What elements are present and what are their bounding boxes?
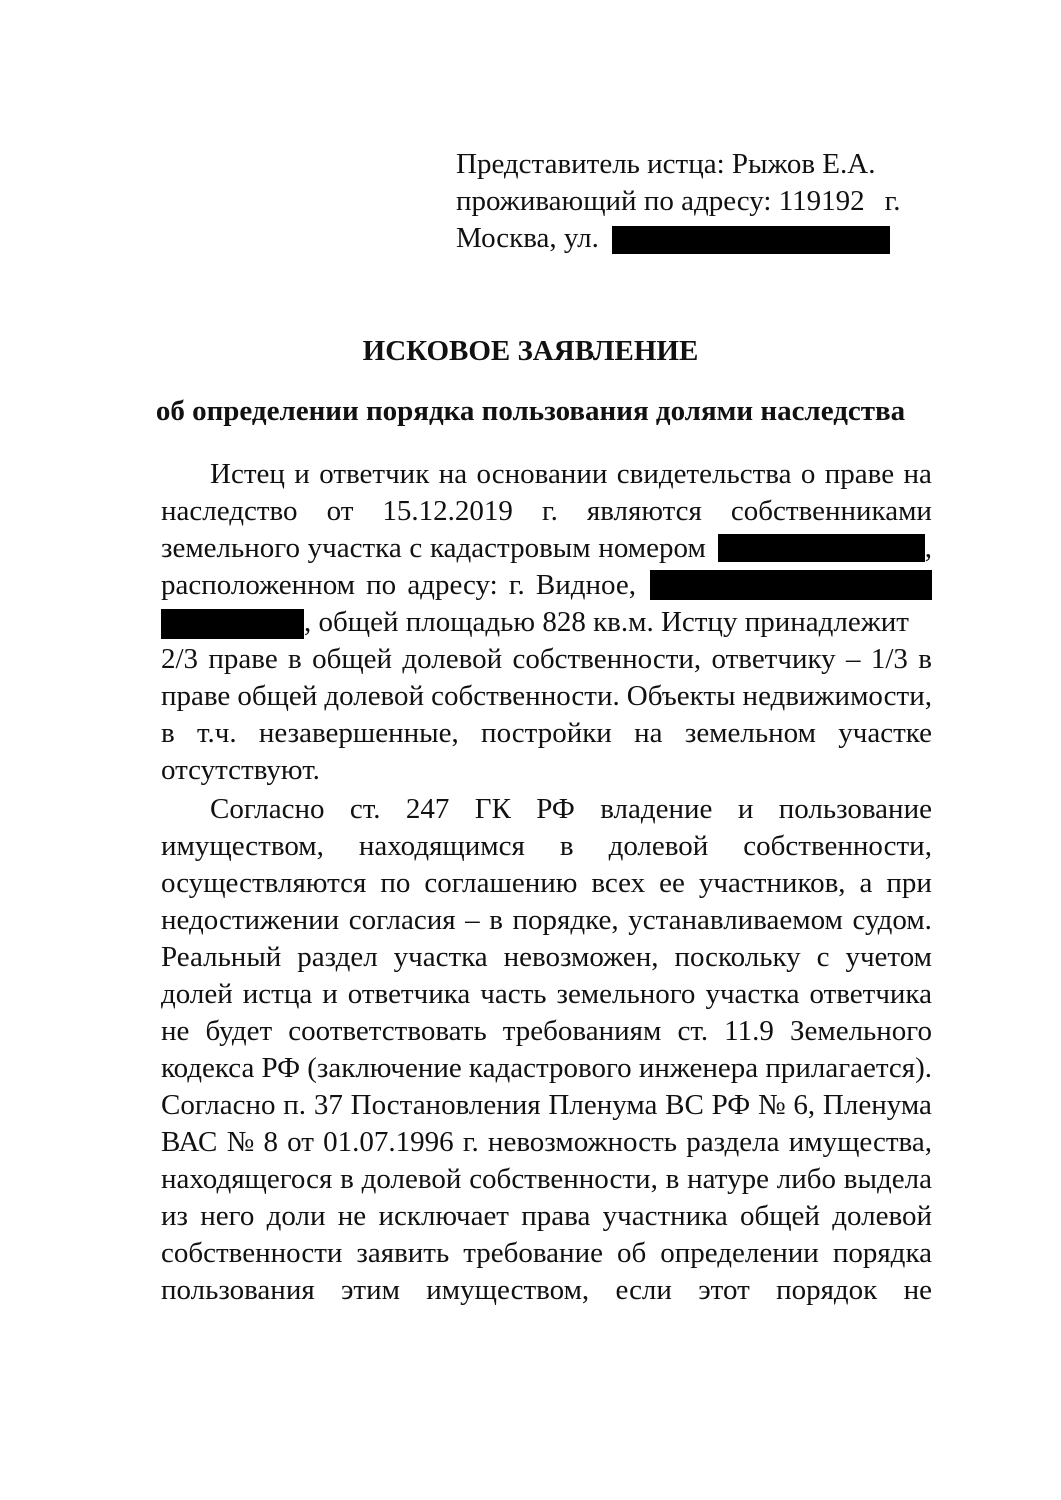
redacted-cadastral-number: [718, 534, 925, 562]
word: от: [326, 495, 354, 527]
representative-line: Представитель истца: Рыжов Е.А.: [456, 148, 876, 180]
street-label: Москва, ул.: [456, 222, 599, 254]
p1-line: [161, 714, 932, 752]
p2-line: [161, 1160, 932, 1198]
p1-line: [161, 640, 932, 678]
word: наследство: [161, 495, 298, 527]
address-city-abbr: г.: [884, 185, 901, 217]
word: собственности.: [431, 680, 620, 712]
word: участников,: [698, 867, 846, 899]
word: г.: [508, 569, 525, 601]
word: п.: [283, 1089, 307, 1121]
word: ответчик: [319, 458, 430, 490]
p1-line-text: [161, 566, 636, 604]
p2-line: [161, 1271, 932, 1309]
p1-area-text: , общей площадью 828 кв.м. Истцу принадлежит: [304, 606, 909, 638]
word: инженера: [638, 1052, 759, 1084]
word: устанавливаемом: [628, 904, 843, 936]
word: ГК: [474, 793, 511, 825]
word: общей: [739, 1200, 820, 1232]
word: 01.07.1996: [323, 1126, 454, 1158]
word: исключает: [378, 1200, 509, 1232]
word: №: [757, 1089, 786, 1121]
p2-line: [161, 975, 932, 1013]
word: 37: [313, 1089, 343, 1121]
word: 11.9: [724, 1015, 774, 1047]
word: права: [521, 1200, 591, 1232]
word: долевой: [608, 830, 709, 862]
word: собственности,: [512, 643, 702, 675]
redacted-address-cont: [161, 609, 304, 639]
word: т.ч.: [197, 717, 237, 749]
word: недостижении: [161, 904, 340, 936]
word: имущества,: [788, 1126, 932, 1158]
word: соглашению: [424, 867, 578, 899]
word: этим: [340, 1274, 400, 1306]
word: РФ: [261, 1052, 301, 1084]
word: ответчика: [809, 978, 932, 1010]
word: судом.: [852, 904, 932, 936]
word: раздела: [686, 1126, 780, 1158]
word: –: [846, 643, 861, 675]
document-subtitle: об определении порядка пользования долями наследства: [155, 395, 906, 427]
word: 6,: [793, 1089, 816, 1121]
word: в: [559, 830, 574, 862]
word: собственниками: [730, 495, 932, 527]
p1-line: [161, 492, 932, 530]
word: не: [161, 1015, 190, 1047]
word: РФ: [536, 793, 575, 825]
word: участка: [705, 978, 800, 1010]
word: Реальный: [161, 941, 282, 973]
word: 247: [405, 793, 450, 825]
street-line: [456, 219, 890, 257]
p2-line: [161, 1049, 932, 1087]
word: Пленума: [548, 1089, 658, 1121]
word: на: [438, 458, 468, 490]
word: долевой: [324, 680, 425, 712]
word: ВАС: [161, 1126, 218, 1158]
word: собственности,: [743, 830, 932, 862]
word: часть: [480, 978, 547, 1010]
word: владение: [600, 793, 713, 825]
word: с: [816, 941, 830, 973]
p2-line: [161, 1234, 932, 1272]
word: Согласно: [161, 1089, 276, 1121]
word: номером: [598, 532, 706, 564]
word: на: [903, 458, 932, 490]
word: постройки: [481, 717, 612, 749]
word: натуре: [687, 1163, 769, 1195]
redacted-address: [650, 570, 932, 600]
word: осуществляются: [161, 867, 367, 899]
word: земельного: [161, 532, 300, 564]
word: основании: [476, 458, 608, 490]
p2-line: [161, 1123, 932, 1161]
word: из: [161, 1200, 188, 1232]
word: в: [489, 904, 503, 936]
word: соответствовать: [288, 1015, 487, 1047]
word: Согласно: [210, 793, 325, 825]
word: не: [337, 1200, 367, 1232]
word: –: [465, 904, 480, 936]
word: общей: [237, 680, 318, 712]
word: являются: [586, 495, 702, 527]
word: а: [859, 867, 873, 899]
word: №: [226, 1126, 255, 1158]
p1-line: [161, 677, 932, 715]
word: пользования: [161, 1274, 315, 1306]
word: если: [615, 1274, 672, 1306]
word: праве: [824, 458, 895, 490]
word: в: [665, 1163, 680, 1195]
word: участника: [602, 1200, 728, 1232]
p1-line: [161, 529, 932, 567]
p2-line: [161, 901, 932, 939]
word: долей: [161, 978, 233, 1010]
word: ее: [659, 867, 685, 899]
word: адресу:: [407, 569, 498, 601]
word: с: [409, 532, 423, 564]
word: прилагается).: [765, 1052, 932, 1084]
word: недвижимости,: [742, 680, 932, 712]
word: 2/3: [161, 643, 199, 675]
p2-line: [161, 938, 932, 976]
word: в: [918, 643, 932, 675]
word: РФ: [711, 1089, 751, 1121]
p1-line: отсутствуют.: [161, 754, 320, 786]
word: имуществом,: [161, 830, 324, 862]
word: на: [634, 717, 663, 749]
word: долевой: [361, 1163, 462, 1195]
word: порядок: [776, 1274, 878, 1306]
word: и: [322, 978, 338, 1010]
p2-line: [161, 1012, 932, 1050]
word: незавершенные,: [258, 717, 459, 749]
p1-line-text: [161, 529, 706, 567]
word: свидетельства: [616, 458, 792, 490]
p1-line: [210, 455, 932, 493]
word: ответчика: [347, 978, 471, 1010]
word: и: [737, 793, 754, 825]
word: порядке,: [512, 904, 619, 936]
word: Пленума: [822, 1089, 932, 1121]
word: праве: [208, 643, 278, 675]
word: определении: [660, 1237, 819, 1269]
word: при: [886, 867, 932, 899]
word: учетом: [845, 941, 932, 973]
word: него: [200, 1200, 255, 1232]
word: доли: [266, 1200, 326, 1232]
word: долевой: [832, 1200, 932, 1232]
word: в: [288, 643, 302, 675]
word: расположенном: [161, 569, 355, 601]
word: не: [903, 1274, 932, 1306]
word: либо: [776, 1163, 836, 1195]
word: Постановления: [350, 1089, 541, 1121]
comma: ,: [924, 532, 933, 564]
word: требованиям: [502, 1015, 662, 1047]
word: по: [380, 867, 411, 899]
word: собственности: [161, 1237, 343, 1269]
word: г.: [462, 1126, 479, 1158]
word: от: [287, 1126, 314, 1158]
word: невозможен,: [503, 941, 659, 973]
word: этот: [698, 1274, 750, 1306]
p2-line: [210, 790, 932, 828]
word: невозможность: [487, 1126, 678, 1158]
word: земельного: [556, 978, 696, 1010]
word: участка: [393, 941, 488, 973]
p2-line: [161, 827, 932, 865]
word: пользование: [778, 793, 932, 825]
word: и: [294, 458, 310, 490]
word: имуществом,: [426, 1274, 590, 1306]
word: 15.12.2019: [382, 495, 513, 527]
word: находящимся: [358, 830, 525, 862]
p2-line: [161, 1197, 932, 1235]
word: выдела: [843, 1163, 932, 1195]
word: Видное,: [535, 569, 636, 601]
word: праве: [161, 680, 231, 712]
word: порядка: [832, 1237, 932, 1269]
word: собственности,: [469, 1163, 658, 1195]
word: о: [800, 458, 816, 490]
address-text: проживающий по адресу: 119192: [456, 185, 865, 217]
word: долевой: [402, 643, 503, 675]
address-line: [456, 182, 901, 220]
word: согласия: [348, 904, 456, 936]
p1-line: [161, 566, 932, 604]
word: земельном: [684, 717, 816, 749]
word: кодекса: [161, 1052, 255, 1084]
word: общей: [312, 643, 393, 675]
word: 1/3: [870, 643, 908, 675]
word: 8: [263, 1126, 278, 1158]
word: требование: [463, 1237, 603, 1269]
word: в: [340, 1163, 354, 1195]
word: об: [616, 1237, 647, 1269]
word: раздел: [297, 941, 378, 973]
word: находящегося: [161, 1163, 333, 1195]
word: кадастрового: [468, 1052, 632, 1084]
word: участке: [838, 717, 932, 749]
word: всех: [591, 867, 646, 899]
word: (заключение: [307, 1052, 462, 1084]
word: будет: [205, 1015, 273, 1047]
word: Земельного: [789, 1015, 932, 1047]
word: Истец: [210, 458, 285, 490]
p2-line: [161, 1086, 932, 1124]
word: г.: [541, 495, 558, 527]
word: ст.: [349, 793, 381, 825]
word: заявить: [356, 1237, 450, 1269]
word: ст.: [677, 1015, 709, 1047]
word: поскольку: [674, 941, 801, 973]
word: истца: [242, 978, 313, 1010]
word: кадастровым: [430, 532, 591, 564]
word: Объекты: [626, 680, 736, 712]
redacted-street: [612, 226, 890, 254]
p2-line: [161, 864, 932, 902]
word: ответчику: [711, 643, 836, 675]
p1-line: [161, 603, 909, 641]
word: ВС: [665, 1089, 704, 1121]
word: по: [366, 569, 397, 601]
word: в: [161, 717, 175, 749]
document-title: ИСКОВОЕ ЗАЯВЛЕНИЕ: [362, 335, 699, 367]
word: участка: [307, 532, 402, 564]
